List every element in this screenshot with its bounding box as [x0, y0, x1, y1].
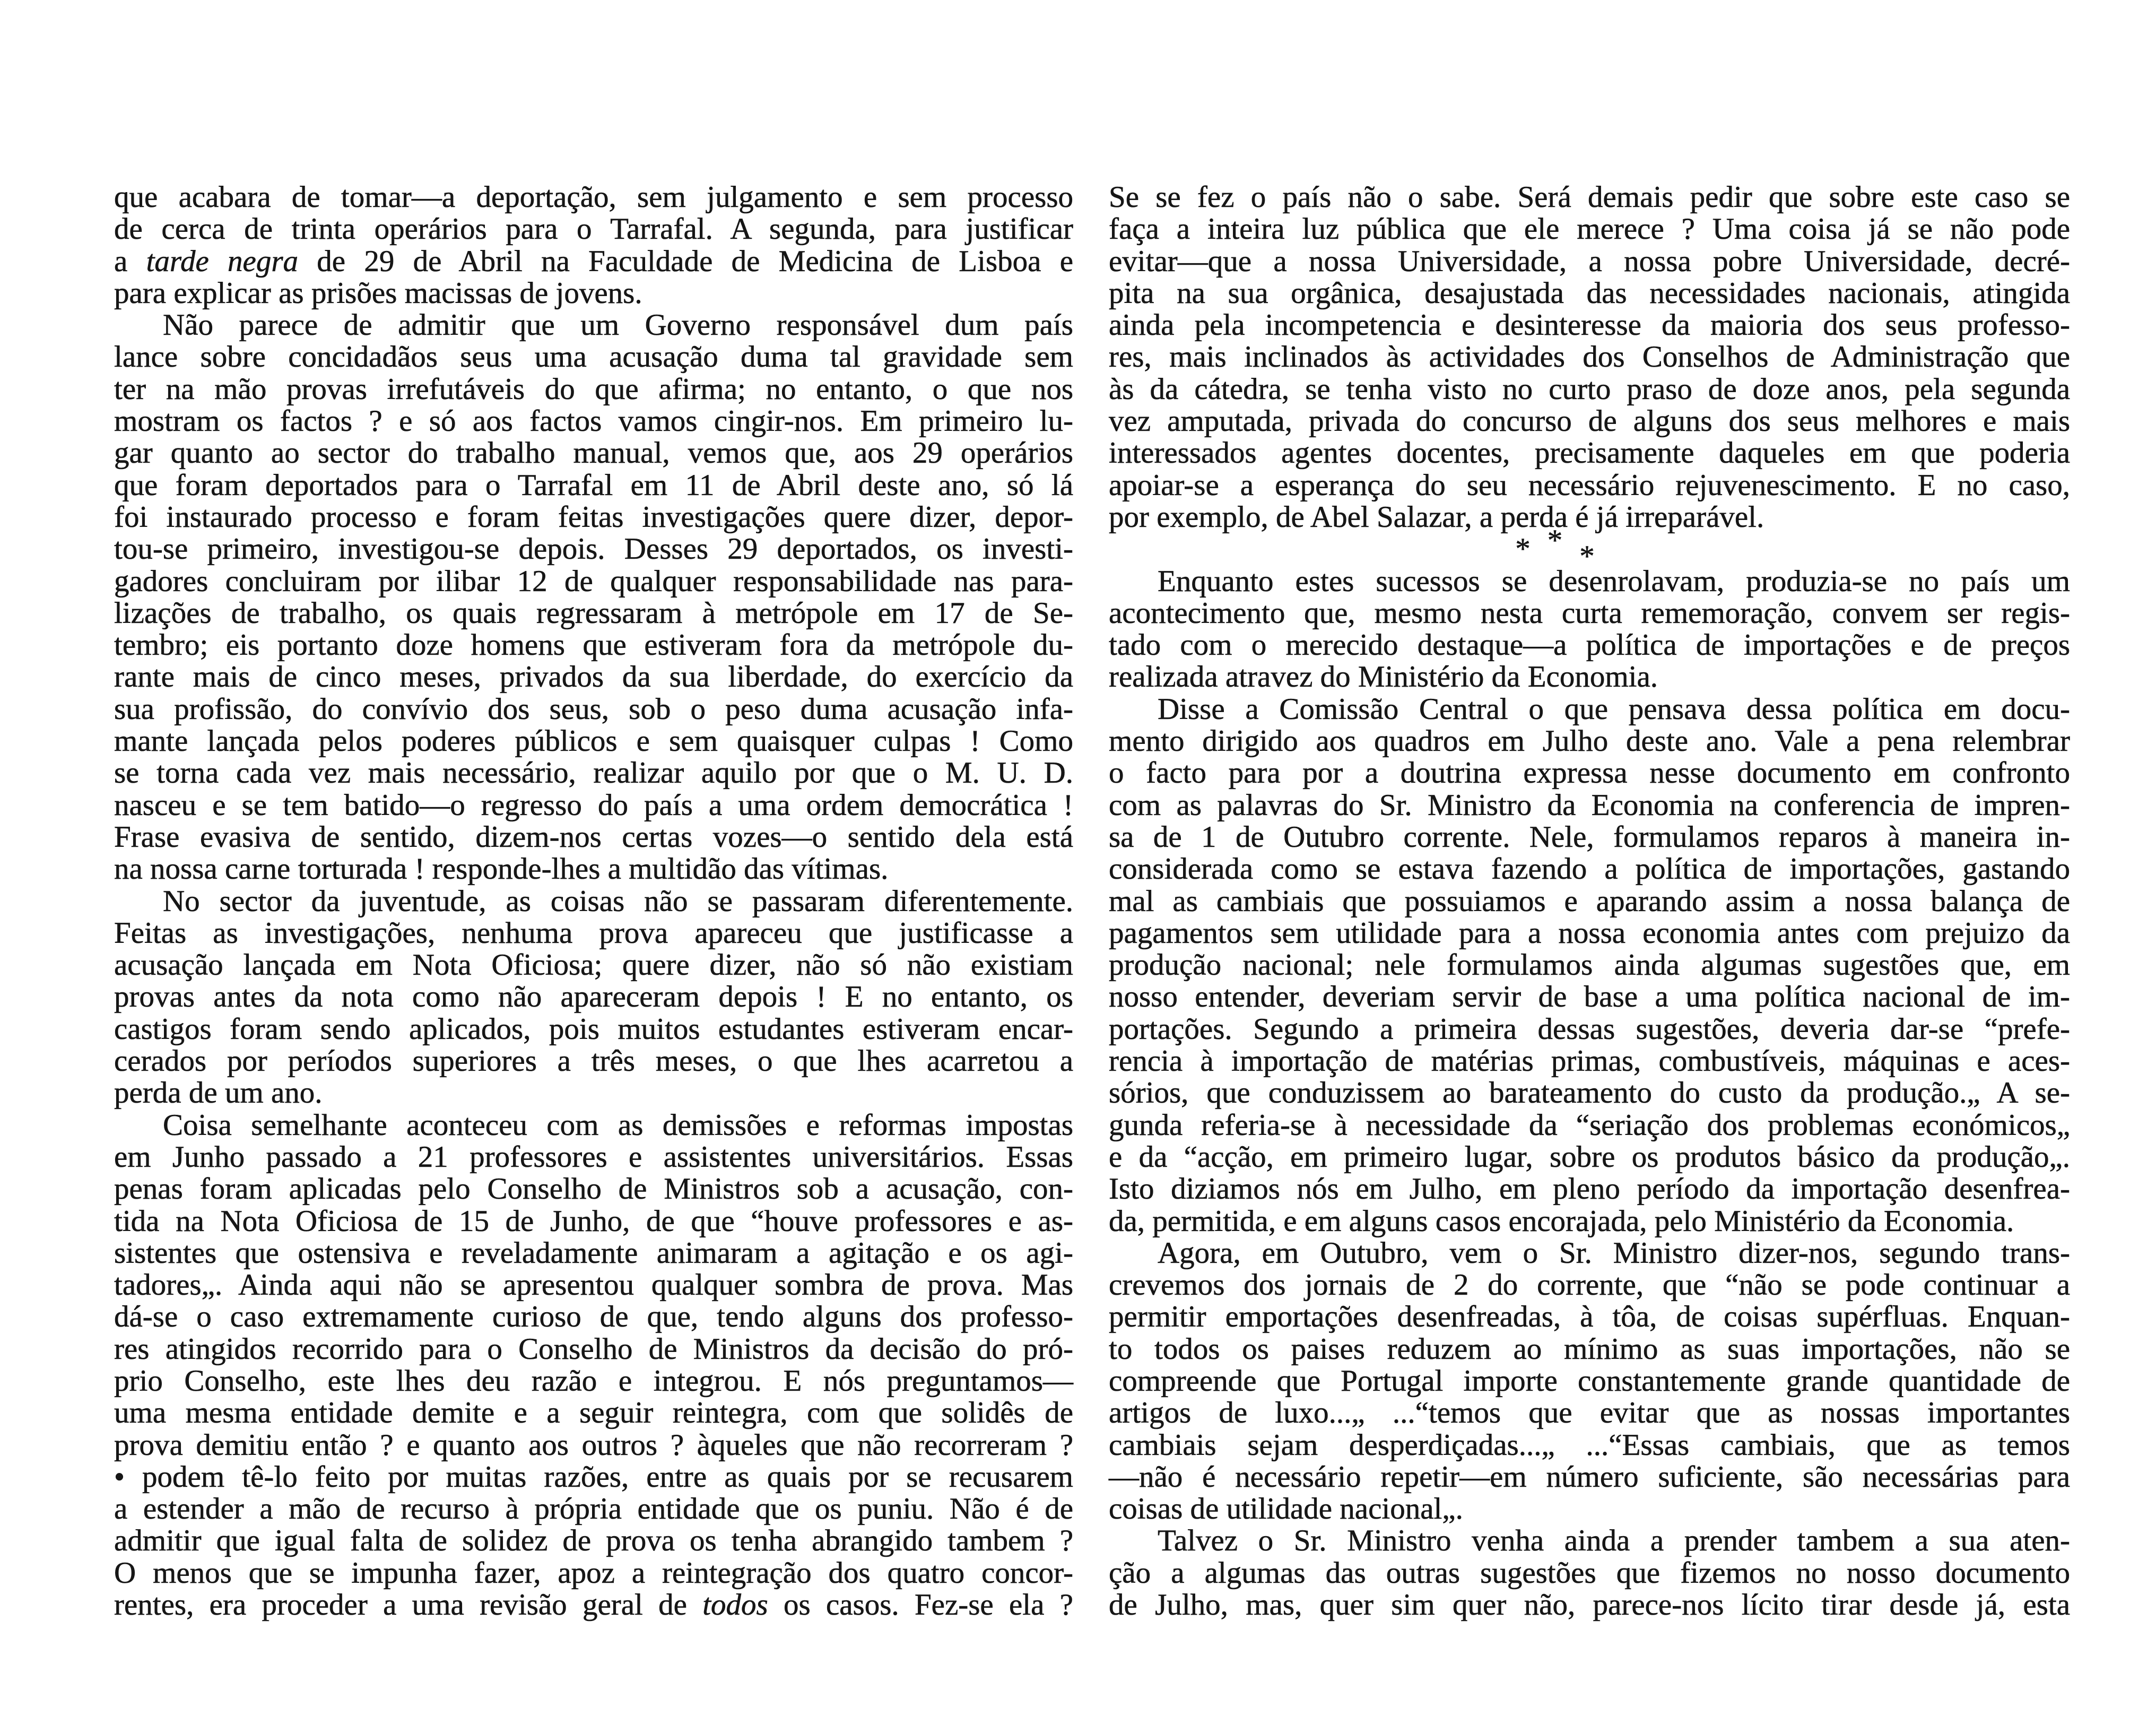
text-line: interessados agentes docentes, precisamente daqueles em que poderia	[1109, 436, 2070, 470]
text-line: prova demitiu então ? e quanto aos outros ? àqueles que não recorreram ?	[114, 1428, 1073, 1462]
text-line: foi instaurado processo e foram feitas investigações quere dizer, depor-	[114, 500, 1073, 534]
text-line: penas foram aplicadas pelo Conselho de Ministros sob a acusação, con-	[114, 1172, 1073, 1206]
text-line: res, mais inclinados às actividades dos Conselhos de Administração que	[1109, 340, 2070, 374]
paragraph	[1109, 694, 2070, 1237]
text-line: sua profissão, do convívio dos seus, sob o peso duma acusação infa-	[114, 692, 1073, 726]
text-line: de Julho, mas, quer sim quer não, parece-nos lícito tirar desde já, esta	[1109, 1588, 2070, 1622]
asterisk: *	[1547, 524, 1563, 558]
text-line: às da cátedra, se tenha visto no curto praso de doze anos, pela segunda	[1109, 372, 2070, 406]
text-line: ter na mão provas irrefutáveis do que afirma; no entanto, o que nos	[114, 372, 1073, 406]
text-line: ção a algumas das outras sugestões que fizemos no nosso documento	[1109, 1556, 2070, 1590]
text-line: ainda pela incompetencia e desinteresse da maioria dos seus professo-	[1109, 308, 2070, 342]
text-line: tida na Nota Oficiosa de 15 de Junho, de que “houve professores e as-	[114, 1204, 1073, 1238]
text-line: tado com o merecido destaque—a política de importações e de preços	[1109, 628, 2070, 662]
text-line: e da “acção, em primeiro lugar, sobre os produtos básico da produção„.	[1109, 1140, 2070, 1174]
text-line: nosso entender, deveriam servir de base a uma política nacional de im-	[1109, 980, 2070, 1014]
text-line: sistentes que ostensiva e reveladamente animaram a agitação e os agi-	[114, 1236, 1073, 1270]
text-line: sa de 1 de Outubro corrente. Nele, formulamos reparos à maneira in-	[1109, 820, 2070, 854]
text-run: rentes, era proceder a uma revisão geral de	[114, 1588, 703, 1622]
text-line: Feitas as investigações, nenhuma prova apareceu que justificasse a	[114, 916, 1073, 950]
text-line: —não é necessário repetir—em número suficiente, são necessárias para	[1109, 1460, 2070, 1494]
right-column	[1109, 181, 2070, 1621]
text-line: para explicar as prisões macissas de jovens.	[114, 276, 642, 310]
text-line: pagamentos sem utilidade para a nossa economia antes com prejuizo da	[1109, 916, 2070, 950]
text-line: Se se fez o país não o sabe. Será demais pedir que sobre este caso se	[1109, 180, 2070, 214]
text-line: artigos de luxo...„ ...“temos que evitar que as nossas importantes	[1109, 1396, 2070, 1430]
italic-text: todos	[702, 1588, 768, 1622]
text-line: rante mais de cinco meses, privados da sua liberdade, do exercício da	[114, 660, 1073, 694]
text-line: to todos os paises reduzem ao mínimo as suas importações, não se	[1109, 1332, 2070, 1366]
text-line: o facto para por a doutrina expressa nesse documento em confronto	[1109, 756, 2070, 790]
text-line: tou-se primeiro, investigou-se depois. Desses 29 deportados, os investi-	[114, 532, 1073, 566]
text-line: Não parece de admitir que um Governo responsável dum país	[163, 308, 1073, 342]
text-line: Disse a Comissão Central o que pensava dessa política em docu-	[1158, 692, 2070, 726]
text-line: mostram os factos ? e só aos factos vamos cingir-nos. Em primeiro lu-	[114, 404, 1073, 438]
text-line: gunda referia-se à necessidade da “seriação dos problemas económicos„	[1109, 1108, 2070, 1142]
text-line: uma mesma entidade demite e a seguir reintegra, com que solidês de	[114, 1396, 1073, 1430]
text-line: mento dirigido aos quadros em Julho deste ano. Vale a pena relembrar	[1109, 724, 2070, 758]
paragraph	[114, 1109, 1073, 1622]
text-line: Agora, em Outubro, vem o Sr. Ministro dizer-nos, segundo trans-	[1158, 1236, 2070, 1270]
text-line: da, permitida, e em alguns casos encorajada, pelo Ministério da Economia.	[1109, 1204, 2014, 1238]
text-line: que acabara de tomar—a deportação, sem julgamento e sem processo	[114, 180, 1073, 214]
text-line: em Junho passado a 21 professores e assistentes universitários. Essas	[114, 1140, 1073, 1174]
text-line: faça a inteira luz pública que ele merece ? Uma coisa já se não pode	[1109, 212, 2070, 246]
text-line: portações. Segundo a primeira dessas sugestões, deveria dar-se “prefe-	[1109, 1012, 2070, 1046]
paragraph	[114, 181, 1073, 309]
asterisk: *	[1579, 540, 1595, 574]
paragraph	[1109, 1237, 2070, 1525]
text-line: acusação lançada em Nota Oficiosa; quere dizer, não só não existiam	[114, 948, 1073, 982]
text-line: prio Conselho, este lhes deu razão e integrou. E nós preguntamos—	[114, 1364, 1073, 1398]
text-line: pita na sua orgânica, desajustada das necessidades nacionais, atingida	[1109, 276, 2070, 310]
section-break	[1109, 524, 2070, 574]
text-line: realizada atravez do Ministério da Economia.	[1109, 660, 1658, 694]
right-column-upper-text	[1109, 181, 2070, 533]
text-line	[114, 246, 1073, 278]
asterisk: *	[1515, 532, 1531, 566]
text-line: res atingidos recorrido para o Conselho de Ministros da decisão do pró-	[114, 1332, 1073, 1366]
text-run: a	[114, 244, 146, 278]
paragraph	[114, 886, 1073, 1109]
text-line: No sector da juventude, as coisas não se passaram diferentemente.	[163, 884, 1073, 918]
text-run: de 29 de Abril na Faculdade de Medicina de Lisboa e	[298, 244, 1073, 278]
paragraph	[1109, 181, 2070, 533]
right-column-lower-text	[1109, 566, 2070, 1622]
text-line: compreende que Portugal importe constantemente grande quantidade de	[1109, 1364, 2070, 1398]
text-line: se torna cada vez mais necessário, realizar aquilo por que o M. U. D.	[114, 756, 1073, 790]
text-line	[114, 1589, 1073, 1621]
text-line: evitar—que a nossa Universidade, a nossa pobre Universidade, decré-	[1109, 244, 2070, 278]
text-line: Coisa semelhante aconteceu com as demissões e reformas impostas	[163, 1108, 1073, 1142]
text-line: produção nacional; nele formulamos ainda algumas sugestões que, em	[1109, 948, 2070, 982]
text-line: Frase evasiva de sentido, dizem-nos certas vozes—o sentido dela está	[114, 820, 1073, 854]
text-line: Isto diziamos nós em Julho, em pleno período da importação desenfrea-	[1109, 1172, 2070, 1206]
text-line: provas antes da nota como não apareceram depois ! E no entanto, os	[114, 980, 1073, 1014]
text-line: apoiar-se a esperança do seu necessário rejuvenescimento. E no caso,	[1109, 468, 2070, 502]
text-line: lizações de trabalho, os quais regressaram à metrópole em 17 de Se-	[114, 596, 1073, 630]
text-line: sórios, que conduzissem ao barateamento do custo da produção.„ A se-	[1109, 1076, 2070, 1110]
text-line: Enquanto estes sucessos se desenrolavam, produzia-se no país um	[1158, 564, 2070, 598]
text-line: Talvez o Sr. Ministro venha ainda a prender tambem a sua aten-	[1158, 1524, 2070, 1558]
text-line: • podem tê-lo feito por muitas razões, entre as quais por se recusarem	[114, 1460, 1073, 1494]
text-line: cerados por períodos superiores a três meses, o que lhes acarretou a	[114, 1044, 1073, 1078]
left-column	[114, 181, 1073, 1621]
text-line: vez amputada, privada do concurso de alguns dos seus melhores e mais	[1109, 404, 2070, 438]
text-line: com as palavras do Sr. Ministro da Economia na conferencia de impren-	[1109, 788, 2070, 822]
text-line: admitir que igual falta de solidez de prova os tenha abrangido tambem ?	[114, 1524, 1073, 1558]
text-line: gar quanto ao sector do trabalho manual, vemos que, aos 29 operários	[114, 436, 1073, 470]
text-line: a estender a mão de recurso à própria entidade que os puniu. Não é de	[114, 1492, 1073, 1526]
text-line: mal as cambiais que possuiamos e aparando assim a nossa balança de	[1109, 884, 2070, 918]
text-line: coisas de utilidade nacional„.	[1109, 1492, 1463, 1526]
text-line: O menos que se impunha fazer, apoz a reintegração dos quatro concor-	[114, 1556, 1073, 1590]
text-line: cambiais sejam desperdiçadas...„ ...“Essas cambiais, que as temos	[1109, 1428, 2070, 1462]
text-line: por exemplo, de Abel Salazar, a perda é já irreparável.	[1109, 500, 1764, 534]
text-line: que foram deportados para o Tarrafal em 11 de Abril deste ano, só lá	[114, 468, 1073, 502]
text-line: lance sobre concidadãos seus uma acusação duma tal gravidade sem	[114, 340, 1073, 374]
text-line: dá-se o caso extremamente curioso de que, tendo alguns dos professo-	[114, 1300, 1073, 1334]
italic-text: tarde negra	[146, 244, 299, 278]
text-line: gadores concluiram por ilibar 12 de qualquer responsabilidade nas para-	[114, 564, 1073, 598]
text-run: os casos. Fez-se ela ?	[768, 1588, 1073, 1622]
text-line: tembro; eis portanto doze homens que estiveram fora da metrópole du-	[114, 628, 1073, 662]
paragraph	[114, 309, 1073, 885]
paragraph	[1109, 1525, 2070, 1621]
text-line: mante lançada pelos poderes públicos e sem quaisquer culpas ! Como	[114, 724, 1073, 758]
text-line: castigos foram sendo aplicados, pois muitos estudantes estiveram encar-	[114, 1012, 1073, 1046]
text-line: acontecimento que, mesmo nesta curta rememoração, convem ser regis-	[1109, 596, 2070, 630]
text-line: permitir emportações desenfreadas, à tôa, de coisas supérfluas. Enquan-	[1109, 1300, 2070, 1334]
text-line: considerada como se estava fazendo a política de importações, gastando	[1109, 852, 2070, 886]
text-line: perda de um ano.	[114, 1076, 323, 1110]
text-line: rencia à importação de matérias primas, combustíveis, máquinas e aces-	[1109, 1044, 2070, 1078]
paragraph	[1109, 566, 2070, 694]
text-line: nasceu e se tem batido—o regresso do país a uma ordem democrática !	[114, 788, 1073, 822]
text-line: crevemos dos jornais de 2 do corrente, que “não se pode continuar a	[1109, 1268, 2070, 1302]
text-line: na nossa carne torturada ! responde-lhes a multidão das vítimas.	[114, 852, 889, 886]
text-line: tadores„. Ainda aqui não se apresentou qualquer sombra de prova. Mas	[114, 1268, 1073, 1302]
text-line: de cerca de trinta operários para o Tarrafal. A segunda, para justificar	[114, 212, 1073, 246]
